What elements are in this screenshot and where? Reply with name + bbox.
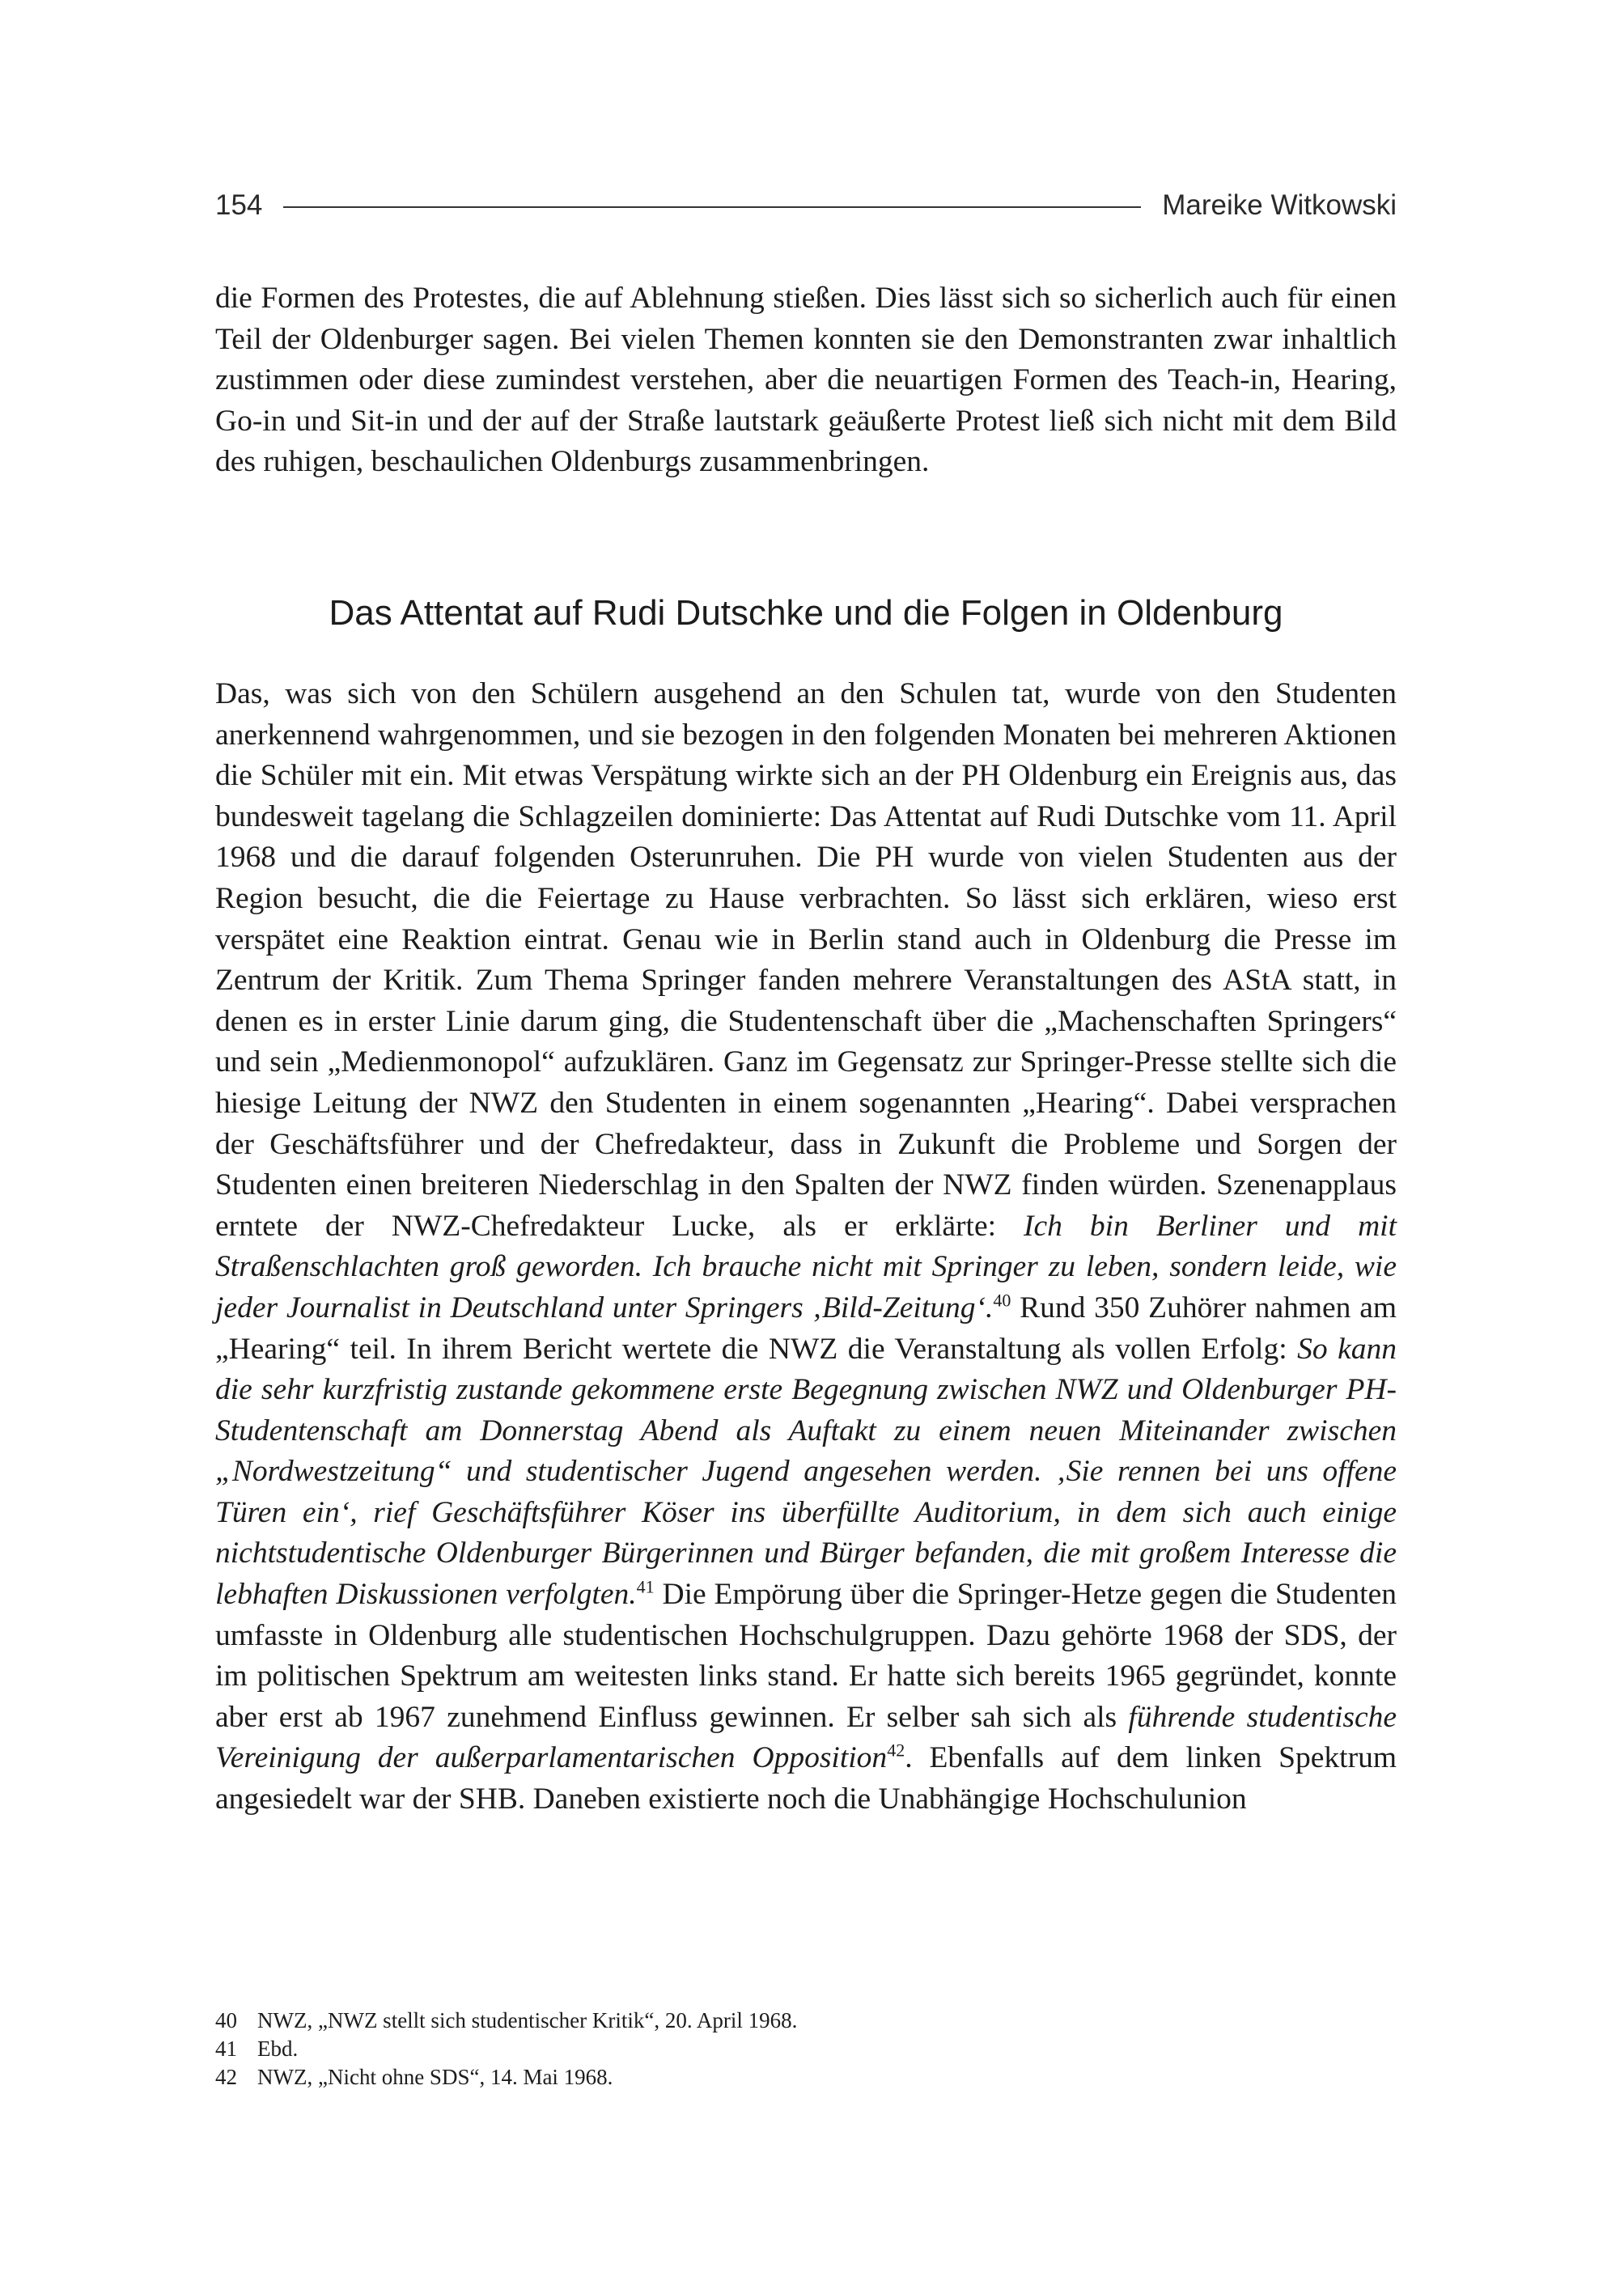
header-rule (283, 206, 1141, 208)
quote-sds: führende studentische Vereinigung der außerparlamentarischen Opposition (215, 1700, 1397, 1775)
body-text-part: Das, was sich von den Schülern ausgehend an den Schulen tat, wurde von den Studenten anerkennend wahrgenommen, und sie bezogen in den folgenden Monaten bei mehreren Aktionen die Schüler mit ein. Mit etwas Verspätung wirkte sich an der PH Oldenburg ein Ereignis aus, das bundesweit tagelang die Schlagzeilen dominierte: Das Attentat auf Rudi Dutschke vom 11. April 1968 und die darauf folgenden Osterunruhen. Die PH wurde von vielen Studenten aus der Region besucht, die die Feiertage zu Hause verbrachten. So lässt sich erklären, wieso erst verspätet eine Reaktion eintrat. Genau wie in Berlin stand auch in Oldenburg die Presse im Zentrum der Kritik. Zum Thema Springer fanden mehrere Veranstaltungen des AStA statt, in denen es in erster Linie darum ging, die Studentenschaft über die „Machenschaften Springers“ und sein „Medienmonopol“ aufzuklären. Ganz im Gegensatz zur Springer-Presse stellte sich die hiesige Leitung der NWZ den Studenten in einem sogenannten „Hearing“. Dabei versprachen der Geschäftsführer und der Chefredakteur, dass in Zukunft die Probleme und Sorgen der Studenten einen breiteren Niederschlag in den Spalten der NWZ finden würden. Szenenapplaus erntete der NWZ-Chefredakteur Lucke, als er erklärte: (215, 677, 1397, 1243)
running-header (215, 184, 1397, 227)
page-number: 154 (215, 189, 263, 221)
footnote-ref-40[interactable]: 40 (993, 1290, 1011, 1311)
running-header-author: Mareike Witkowski (1162, 189, 1397, 221)
footnote-ref-41[interactable]: 41 (636, 1576, 655, 1597)
quote-lucke: Ich bin Berliner und mit Straßenschlachten groß geworden. Ich brauche nicht mit Springer zu leben, sondern leide, wie jeder Journalist in Deutschland unter Springers ‚Bild-Zeitung‘. (215, 1209, 1397, 1325)
body-text-part: Rund 350 Zuhörer nahmen am „Hearing“ teil. In ihrem Bericht wertete die NWZ die Veranstaltung als vollen Erfolg: (215, 1291, 1397, 1366)
footnotes (215, 2007, 1397, 2092)
footnote-number: 41 (215, 2037, 237, 2061)
section-heading: Das Attentat auf Rudi Dutschke und die Folgen in Oldenburg (329, 593, 1283, 633)
footnote-number: 40 (215, 2008, 237, 2032)
footnote (215, 2063, 1397, 2092)
body-text-part: Die Empörung über die Springer-Hetze gegen die Studenten umfasste in Oldenburg alle studentischen Hochschulgruppen. Dazu gehörte 1968 der SDS, der im politischen Spektrum am weitesten links stand. Er hatte sich bereits 1965 gegründet, konnte aber erst ab 1967 zunehmend Einfluss gewinnen. Er selber sah sich als (215, 1578, 1397, 1734)
footnote-text: NWZ, „Nicht ohne SDS“, 14. Mai 1968. (257, 2065, 613, 2089)
quote-nwz-report: So kann die sehr kurzfristig zustande gekommene erste Begegnung zwischen NWZ und Oldenburger PH-Studentenschaft am Donnerstag Abend als Auftakt zu einem neuen Miteinander zwischen „Nordwestzeitung“ und studentischer Jugend angesehen werden. ‚Sie rennen bei uns offene Türen ein‘, rief Geschäftsführer Köser ins überfüllte Auditorium, in dem sich auch einige nichtstudentische Oldenburger Bürgerinnen und Bürger befanden, die mit großem Interesse die lebhaften Diskussionen verfolgten. (215, 1332, 1397, 1612)
book-page (215, 0, 1397, 2293)
footnote-text: NWZ, „NWZ stellt sich studentischer Kritik“, 20. April 1968. (257, 2008, 798, 2032)
footnote-number: 42 (215, 2065, 237, 2089)
footnote (215, 2007, 1397, 2035)
body-text-part: . Ebenfalls auf dem linken Spektrum angesiedelt war der SHB. Daneben existierte noch die Unabhängige Hochschulunion (215, 1741, 1397, 1816)
footnote-text: Ebd. (257, 2037, 299, 2061)
paragraph-attentat (215, 674, 1397, 1820)
footnote (215, 2035, 1397, 2063)
footnote-ref-42[interactable]: 42 (887, 1740, 905, 1761)
paragraph-continued: die Formen des Protestes, die auf Ablehnung stießen. Dies lässt sich so sicherlich auch für einen Teil der Oldenburger sagen. Bei vielen Themen konnten sie den Demonstranten zwar inhaltlich zustimmen oder diese zumindest verstehen, aber die neuartigen Formen des Teach-in, Hearing, Go-in und Sit-in und der auf der Straße lautstark geäußerte Protest ließ sich nicht mit dem Bild des ruhigen, beschaulichen Oldenburgs zusammenbringen. (215, 282, 1397, 479)
